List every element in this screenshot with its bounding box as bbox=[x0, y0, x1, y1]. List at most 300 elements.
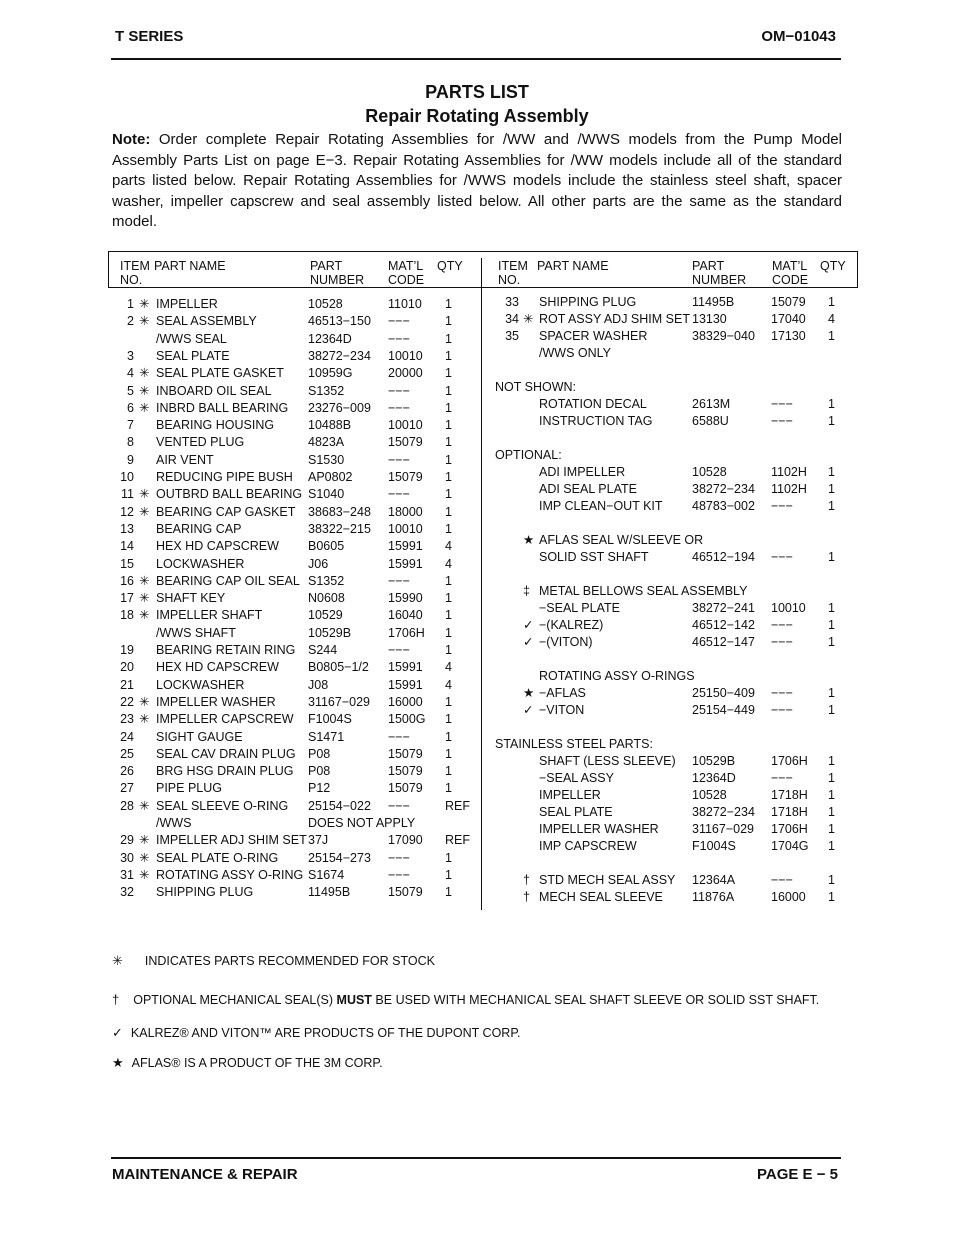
qty: 1 bbox=[828, 550, 835, 564]
part-name: BEARING RETAIN RING bbox=[156, 643, 296, 657]
qty: 1 bbox=[445, 746, 452, 761]
matl-code: 15991 bbox=[388, 660, 423, 675]
item-number: 28 bbox=[120, 798, 134, 813]
qty: 4 bbox=[445, 677, 452, 692]
part-number: 11495B bbox=[308, 885, 351, 900]
header-rule bbox=[111, 58, 841, 60]
matl-code: −−− bbox=[388, 487, 410, 502]
part-name: −(VITON) bbox=[539, 635, 593, 649]
part-number: 25150−409 bbox=[692, 686, 755, 700]
item-number: 1 bbox=[127, 297, 134, 311]
part-number: S1352 bbox=[308, 573, 345, 588]
part-number: 10529 bbox=[308, 608, 343, 623]
qty: 4 bbox=[445, 660, 452, 675]
header-series: T SERIES bbox=[115, 28, 184, 45]
qty: 1 bbox=[828, 788, 835, 802]
part-number: N0608 bbox=[308, 591, 345, 606]
part-number: 46512−194 bbox=[692, 550, 755, 564]
column-divider bbox=[481, 258, 482, 910]
qty: 1 bbox=[828, 771, 835, 785]
right-header-item: ITEM NO. bbox=[498, 259, 528, 287]
item-number: 34 bbox=[505, 312, 519, 326]
row-symbol: ✳ bbox=[139, 850, 150, 865]
part-name: IMPELLER bbox=[156, 297, 218, 311]
right-header-qty: QTY bbox=[820, 259, 846, 273]
part-name: SEAL PLATE bbox=[539, 805, 613, 819]
matl-code: 17130 bbox=[771, 329, 806, 343]
qty: 1 bbox=[445, 418, 452, 433]
row-symbol: ✳ bbox=[139, 694, 150, 709]
part-name: BEARING CAP OIL SEAL bbox=[156, 573, 300, 588]
matl-code: −−− bbox=[388, 383, 410, 398]
item-number: 16 bbox=[120, 573, 134, 588]
part-name: INBOARD OIL SEAL bbox=[156, 383, 272, 398]
part-number: P12 bbox=[308, 781, 331, 796]
qty: 1 bbox=[445, 608, 452, 623]
item-number: 3 bbox=[127, 348, 134, 363]
part-name: IMP CAPSCREW bbox=[539, 839, 637, 853]
matl-code: −−− bbox=[771, 618, 793, 632]
part-name: BEARING CAP bbox=[156, 521, 242, 536]
part-number: B0605 bbox=[308, 539, 345, 554]
row-symbol: ✳ bbox=[139, 573, 150, 588]
row-symbol: ✳ bbox=[139, 366, 150, 381]
row-symbol: ✳ bbox=[139, 591, 150, 606]
part-number: 48783−002 bbox=[692, 499, 755, 513]
part-name: −AFLAS bbox=[539, 686, 586, 700]
item-number: 11 bbox=[121, 487, 134, 502]
matl-code: 17090 bbox=[388, 833, 423, 848]
matl-code: 15079 bbox=[388, 885, 423, 900]
note-label: Note: bbox=[112, 131, 151, 148]
part-name: SHIPPING PLUG bbox=[539, 295, 637, 309]
row-symbol: ★ bbox=[523, 533, 535, 547]
part-name: IMPELLER WASHER bbox=[539, 822, 659, 836]
part-number: F1004S bbox=[308, 712, 352, 727]
row-symbol: ✳ bbox=[523, 312, 534, 326]
qty: 1 bbox=[828, 686, 835, 700]
part-name: ADI IMPELLER bbox=[539, 465, 626, 479]
qty: 1 bbox=[445, 348, 452, 363]
part-number: 10529B bbox=[692, 754, 736, 768]
matl-code: 10010 bbox=[388, 348, 423, 363]
item-number: 19 bbox=[120, 643, 134, 657]
matl-code: −−− bbox=[771, 550, 793, 564]
part-name: SEAL SLEEVE O-RING bbox=[156, 798, 289, 813]
part-name: BEARING CAP GASKET bbox=[156, 504, 296, 519]
right-header-matl-code: MAT’L CODE bbox=[772, 259, 809, 287]
item-number: 17 bbox=[120, 591, 134, 606]
matl-code: −−− bbox=[388, 400, 410, 415]
matl-code: −−− bbox=[388, 798, 410, 813]
matl-code: −−− bbox=[388, 314, 410, 329]
item-number: 24 bbox=[120, 729, 134, 744]
part-name: MECH SEAL SLEEVE bbox=[539, 890, 663, 904]
footer-rule bbox=[111, 1157, 841, 1159]
part-number: 12364D bbox=[692, 771, 736, 785]
part-name: SEAL PLATE bbox=[156, 348, 230, 363]
item-number: 14 bbox=[120, 539, 134, 554]
matl-code: 18000 bbox=[388, 504, 423, 519]
qty: 1 bbox=[445, 885, 452, 900]
part-name: ROT ASSY ADJ SHIM SET bbox=[539, 312, 690, 326]
row-symbol: ✓ bbox=[523, 703, 534, 717]
part-number: 11495B bbox=[692, 295, 735, 309]
part-name: ROTATING ASSY O-RING bbox=[156, 867, 304, 882]
item-number: 9 bbox=[127, 452, 134, 467]
matl-code: −−− bbox=[388, 729, 410, 744]
part-name: /WWS ONLY bbox=[539, 346, 611, 360]
qty: 1 bbox=[828, 890, 835, 904]
qty: 1 bbox=[445, 694, 452, 709]
part-number: 38272−241 bbox=[692, 601, 755, 615]
row-symbol: ✳ bbox=[139, 297, 150, 311]
part-name: ROTATION DECAL bbox=[539, 397, 647, 411]
item-number: 5 bbox=[127, 383, 134, 398]
part-name: AIR VENT bbox=[156, 452, 214, 467]
item-number: 27 bbox=[120, 781, 134, 796]
matl-code: 1704G bbox=[771, 839, 809, 853]
part-number: 10488B bbox=[308, 418, 352, 433]
item-number: 26 bbox=[120, 764, 134, 779]
row-symbol: ✳ bbox=[139, 608, 150, 623]
matl-code: 15079 bbox=[388, 764, 423, 779]
item-number: 23 bbox=[120, 712, 134, 727]
qty: 1 bbox=[445, 314, 452, 329]
item-number: 7 bbox=[127, 418, 134, 433]
qty: 1 bbox=[828, 601, 835, 615]
page-subtitle: Repair Rotating Assembly bbox=[365, 106, 589, 126]
part-name: −SEAL PLATE bbox=[539, 601, 620, 615]
matl-code: 15079 bbox=[388, 781, 423, 796]
qty: 1 bbox=[828, 482, 835, 496]
matl-code: 1102H bbox=[771, 465, 807, 479]
footnote-stock: ✳ INDICATES PARTS RECOMMENDED FOR STOCK bbox=[112, 953, 435, 968]
part-name: /WWS SHAFT bbox=[156, 625, 236, 640]
qty: 1 bbox=[445, 504, 452, 519]
matl-code: 1718H bbox=[771, 788, 808, 802]
part-number: 25154−273 bbox=[308, 850, 371, 865]
item-number: 15 bbox=[120, 556, 134, 571]
part-name: OUTBRD BALL BEARING bbox=[156, 487, 303, 502]
part-number: J06 bbox=[308, 556, 329, 571]
item-number: 25 bbox=[120, 746, 134, 761]
row-symbol: ✳ bbox=[139, 487, 150, 502]
qty: 1 bbox=[445, 400, 452, 415]
left-header-qty: QTY bbox=[437, 259, 463, 273]
qty: 1 bbox=[828, 295, 835, 309]
part-number: 46512−142 bbox=[692, 618, 755, 632]
part-number: B0805−1/2 bbox=[308, 660, 369, 675]
matl-code: 10010 bbox=[388, 521, 423, 536]
matl-code: −−− bbox=[771, 771, 793, 785]
part-number: 12364D bbox=[308, 331, 352, 346]
part-number: 37J bbox=[308, 833, 329, 848]
matl-code: 1706H bbox=[771, 822, 808, 836]
qty: 1 bbox=[828, 635, 835, 649]
part-number: J08 bbox=[308, 677, 329, 692]
part-number: 2613M bbox=[692, 397, 731, 411]
part-number: 11876A bbox=[692, 890, 735, 904]
part-number: 10528 bbox=[692, 788, 727, 802]
matl-code: 10010 bbox=[388, 418, 423, 433]
row-symbol: ✓ bbox=[523, 618, 534, 632]
matl-code: 15990 bbox=[388, 591, 423, 606]
part-name: SHAFT KEY bbox=[156, 591, 226, 606]
matl-code: −−− bbox=[771, 635, 793, 649]
part-number: 13130 bbox=[692, 312, 727, 326]
matl-code: −−− bbox=[771, 499, 793, 513]
part-number: F1004S bbox=[692, 839, 736, 853]
part-name: ADI SEAL PLATE bbox=[539, 482, 637, 496]
part-name: VENTED PLUG bbox=[156, 435, 245, 450]
qty: 1 bbox=[445, 487, 452, 502]
matl-code: 1718H bbox=[771, 805, 808, 819]
part-number: 10529B bbox=[308, 625, 352, 640]
qty: 1 bbox=[445, 643, 452, 657]
part-name: SEAL PLATE O-RING bbox=[156, 850, 279, 865]
footer-page-number: PAGE E − 5 bbox=[756, 1166, 838, 1183]
qty: 1 bbox=[445, 331, 452, 346]
header-doc-number: OM−01043 bbox=[761, 28, 836, 45]
part-name: SPACER WASHER bbox=[539, 329, 648, 343]
part-name: LOCKWASHER bbox=[156, 556, 245, 571]
footnote-mech-seal: † OPTIONAL MECHANICAL SEAL(S) MUST BE USED WITH MECHANICAL SEAL SHAFT SLEEVE OR SOLID SST SHAFT. bbox=[112, 992, 820, 1007]
qty: 1 bbox=[445, 435, 452, 450]
qty: 4 bbox=[445, 539, 452, 554]
item-number: 31 bbox=[120, 867, 134, 882]
section-heading: OPTIONAL: bbox=[495, 448, 562, 462]
part-number: S244 bbox=[308, 643, 338, 657]
qty: 1 bbox=[828, 618, 835, 632]
matl-code: 15079 bbox=[388, 746, 423, 761]
row-symbol: ★ bbox=[523, 686, 535, 700]
row-symbol: ✓ bbox=[523, 635, 534, 649]
item-number: 13 bbox=[120, 521, 134, 536]
part-name: INSTRUCTION TAG bbox=[539, 414, 653, 428]
matl-code: −−− bbox=[771, 397, 793, 411]
qty: 1 bbox=[445, 850, 452, 865]
qty: 1 bbox=[828, 703, 835, 717]
matl-code: 15079 bbox=[388, 435, 423, 450]
matl-code: −−− bbox=[388, 331, 410, 346]
matl-code: 16040 bbox=[388, 608, 423, 623]
part-number: 38322−215 bbox=[308, 521, 371, 536]
qty: 1 bbox=[828, 822, 835, 836]
row-symbol: ‡ bbox=[523, 584, 530, 598]
matl-code: 15079 bbox=[388, 470, 423, 484]
part-number: S1530 bbox=[308, 452, 345, 467]
qty: 4 bbox=[445, 556, 452, 571]
matl-code: 1706H bbox=[771, 754, 808, 768]
matl-code: −−− bbox=[771, 414, 793, 428]
row-symbol: ✳ bbox=[139, 833, 150, 848]
qty: 1 bbox=[445, 781, 452, 796]
part-number: 10528 bbox=[308, 297, 343, 311]
row-symbol: ✳ bbox=[139, 798, 150, 813]
part-number: 38683−248 bbox=[308, 504, 371, 519]
footer-section: MAINTENANCE & REPAIR bbox=[112, 1166, 298, 1183]
matl-code: −−− bbox=[388, 452, 410, 467]
footnote-kalrez-viton: ✓ KALREZ® AND VITON™ ARE PRODUCTS OF THE DUPONT CORP. bbox=[112, 1025, 521, 1040]
matl-code: −−− bbox=[771, 686, 793, 700]
qty: 1 bbox=[445, 383, 452, 398]
qty: 1 bbox=[445, 521, 452, 536]
part-name: SEAL PLATE GASKET bbox=[156, 366, 284, 381]
item-number: 2 bbox=[127, 314, 134, 329]
part-number: S1471 bbox=[308, 729, 345, 744]
part-number: 6588U bbox=[692, 414, 729, 428]
part-name: IMPELLER WASHER bbox=[156, 694, 276, 709]
matl-code: −−− bbox=[771, 873, 793, 887]
part-name: SIGHT GAUGE bbox=[156, 729, 243, 744]
qty: 4 bbox=[828, 312, 835, 326]
matl-code: −−− bbox=[388, 643, 410, 657]
matl-code: −−− bbox=[771, 703, 793, 717]
part-number: 23276−009 bbox=[308, 400, 371, 415]
part-name: SHIPPING PLUG bbox=[156, 885, 254, 900]
qty: REF bbox=[445, 798, 470, 813]
item-number: 29 bbox=[120, 833, 134, 848]
qty: 1 bbox=[828, 397, 835, 411]
matl-code: 15991 bbox=[388, 539, 423, 554]
part-number: 25154−022 bbox=[308, 798, 371, 813]
part-name: IMPELLER ADJ SHIM SET bbox=[156, 833, 307, 848]
matl-code: 1706H bbox=[388, 625, 425, 640]
qty: 1 bbox=[445, 729, 452, 744]
part-number: AP0802 bbox=[308, 470, 353, 484]
part-number: 38272−234 bbox=[692, 805, 755, 819]
row-symbol: ✳ bbox=[139, 400, 150, 415]
matl-code: 16000 bbox=[388, 694, 423, 709]
matl-code: −−− bbox=[388, 867, 410, 882]
matl-code: −−− bbox=[388, 573, 410, 588]
part-name: LOCKWASHER bbox=[156, 677, 245, 692]
matl-code: 15079 bbox=[771, 295, 806, 309]
page-title: PARTS LIST bbox=[425, 82, 529, 102]
qty: 1 bbox=[445, 591, 452, 606]
qty: REF bbox=[445, 833, 470, 848]
part-name: −VITON bbox=[539, 703, 585, 717]
part-number: 25154−449 bbox=[692, 703, 755, 717]
part-name: IMPELLER SHAFT bbox=[156, 608, 263, 623]
row-symbol: ✳ bbox=[139, 314, 150, 329]
qty: 1 bbox=[445, 712, 452, 727]
qty: 1 bbox=[445, 470, 452, 484]
part-name: BRG HSG DRAIN PLUG bbox=[156, 764, 294, 779]
part-name: −SEAL ASSY bbox=[539, 771, 614, 785]
item-number: 20 bbox=[120, 660, 134, 675]
qty: 1 bbox=[828, 465, 835, 479]
part-name: PIPE PLUG bbox=[156, 781, 222, 796]
item-number: 22 bbox=[120, 694, 134, 709]
matl-code: 16000 bbox=[771, 890, 806, 904]
part-number: 4823A bbox=[308, 435, 345, 450]
qty: 1 bbox=[445, 764, 452, 779]
section-heading: NOT SHOWN: bbox=[495, 380, 577, 394]
left-header-part-number: PART NUMBER bbox=[310, 259, 365, 287]
section-heading: STAINLESS STEEL PARTS: bbox=[495, 737, 653, 751]
left-header-matl-code: MAT’L CODE bbox=[388, 259, 425, 287]
item-number: 12 bbox=[120, 504, 134, 519]
part-name: −(KALREZ) bbox=[539, 618, 604, 632]
matl-code: 11010 bbox=[388, 297, 422, 311]
matl-code: 17040 bbox=[771, 312, 806, 326]
part-name: HEX HD CAPSCREW bbox=[156, 660, 279, 675]
matl-code: 10010 bbox=[771, 601, 806, 615]
matl-code: 1102H bbox=[771, 482, 807, 496]
part-number: 10959G bbox=[308, 366, 353, 381]
item-number: 21 bbox=[120, 677, 134, 692]
qty: 1 bbox=[828, 839, 835, 853]
qty: 1 bbox=[828, 499, 835, 513]
part-name: SEAL ASSEMBLY bbox=[156, 314, 257, 329]
right-header-part-number: PART NUMBER bbox=[692, 259, 747, 287]
part-number: S1352 bbox=[308, 383, 345, 398]
note-paragraph bbox=[112, 130, 842, 233]
part-number: 38329−040 bbox=[692, 329, 755, 343]
part-number: 10528 bbox=[692, 465, 727, 479]
item-number: 33 bbox=[505, 295, 519, 309]
part-name: SHAFT (LESS SLEEVE) bbox=[539, 754, 676, 768]
qty: 1 bbox=[445, 452, 452, 467]
part-name: IMPELLER bbox=[539, 788, 601, 802]
part-number: P08 bbox=[308, 746, 331, 761]
row-symbol: † bbox=[523, 873, 530, 887]
part-name: AFLAS SEAL W/SLEEVE OR bbox=[539, 533, 704, 547]
item-number: 6 bbox=[127, 400, 134, 415]
qty: 1 bbox=[445, 366, 452, 381]
qty: 1 bbox=[445, 625, 452, 640]
part-number: 46512−147 bbox=[692, 635, 755, 649]
qty: 1 bbox=[445, 297, 452, 311]
part-name: ROTATING ASSY O-RINGS bbox=[539, 669, 695, 683]
part-number: 31167−029 bbox=[692, 822, 754, 836]
item-number: 32 bbox=[120, 885, 134, 900]
part-name: INBRD BALL BEARING bbox=[156, 400, 289, 415]
part-name: IMPELLER CAPSCREW bbox=[156, 712, 294, 727]
qty: 1 bbox=[828, 329, 835, 343]
matl-code: 1500G bbox=[388, 712, 426, 727]
part-name: BEARING HOUSING bbox=[156, 418, 275, 433]
part-number: S1040 bbox=[308, 487, 345, 502]
part-name: HEX HD CAPSCREW bbox=[156, 539, 279, 554]
part-name: SEAL CAV DRAIN PLUG bbox=[156, 746, 296, 761]
matl-code: −−− bbox=[388, 850, 410, 865]
part-number: 38272−234 bbox=[692, 482, 755, 496]
item-number: 30 bbox=[120, 850, 134, 865]
qty: 1 bbox=[445, 573, 452, 588]
row-symbol: ✳ bbox=[139, 383, 150, 398]
part-number: S1674 bbox=[308, 867, 345, 882]
row-symbol: ✳ bbox=[139, 867, 150, 882]
part-number: 12364A bbox=[692, 873, 736, 887]
part-name: /WWS SEAL bbox=[156, 331, 227, 346]
item-number: 8 bbox=[127, 435, 134, 450]
item-number: 35 bbox=[505, 329, 519, 343]
row-symbol: † bbox=[523, 890, 530, 904]
part-name: METAL BELLOWS SEAL ASSEMBLY bbox=[539, 584, 748, 598]
row-symbol: ✳ bbox=[139, 504, 150, 519]
left-header-part-name: PART NAME bbox=[154, 259, 226, 273]
qty: 1 bbox=[828, 414, 835, 428]
item-number: 10 bbox=[120, 470, 134, 484]
matl-code: 15991 bbox=[388, 677, 423, 692]
row-symbol: ✳ bbox=[139, 712, 150, 727]
part-name: SOLID SST SHAFT bbox=[539, 550, 649, 564]
part-number: 31167−029 bbox=[308, 694, 370, 709]
qty: 1 bbox=[828, 873, 835, 887]
